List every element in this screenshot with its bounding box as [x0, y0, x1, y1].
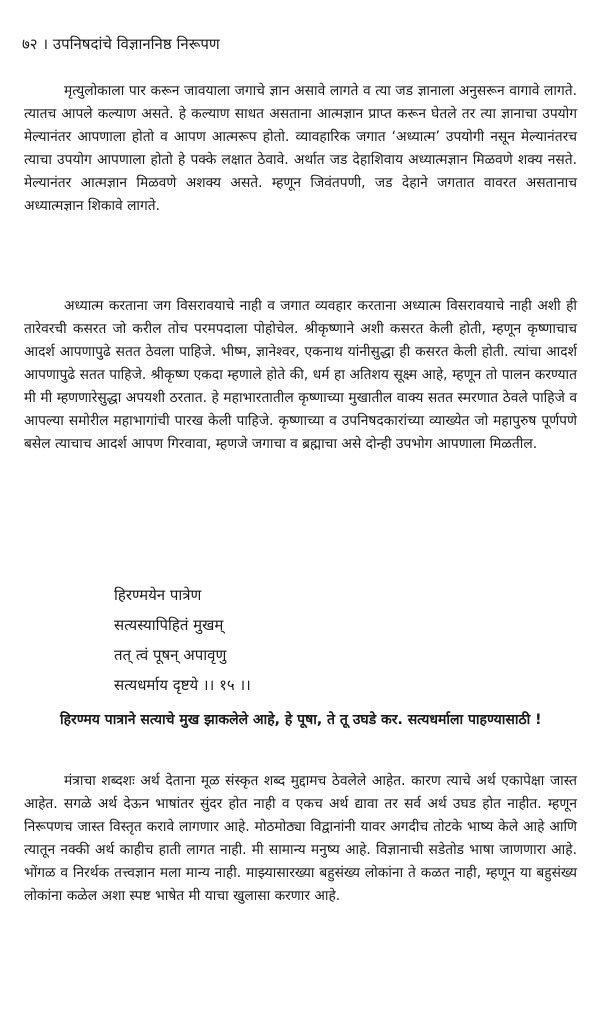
paragraph-1: मृत्युलोकाला पार करून जावयाला जगाचे ज्ञान असावे लागते व त्या जड ज्ञानाला अनुसरून वागावे लागते. त्यातच आपले कल्याण असते. हे कल्याण साधत असताना आत्मज्ञान प्राप्त करून घेतले तर त्या ज्ञानाचा उपयोग मेल्यानंतर आपणाला होतो व आपण आत्मरूप होतो. व्यावहारिक जगात ‘अध्यात्म’ उपयोगी नसून मेल्यानंतरच त्याचा उपयोग आपणाला होतो हे पक्के लक्षात ठेवावे. अर्थात जड देहाशिवाय अध्यात्मज्ञान मिळवणे शक्य नसते. मेल्यानंतर आत्मज्ञान मिळवणे अशक्य असते. म्हणून जिवंतपणी, जड देहाने जगतात वावरत असतानाच अध्यात्मज्ञान शिकावे लागते. — [24, 83, 577, 214]
page-number: ७२ — [22, 35, 38, 53]
verse-line: हिरण्मयेन पात्रेण — [114, 586, 202, 604]
header-separator: । — [42, 35, 49, 53]
verse-line: सत्यस्यापिहितं मुखम् — [114, 616, 224, 634]
verse-translation: हिरण्मय पात्राने सत्याचे मुख झाकलेले आहे, हे पूषा, ते तू उघडे कर. सत्यधर्माला पाहण्यासाठी ! — [60, 712, 542, 728]
sanskrit-verse — [114, 580, 251, 700]
verse-line: सत्यधर्माय दृष्टये ।। १५ ।। — [114, 676, 251, 694]
page-header — [22, 34, 220, 54]
verse-line: तत् त्वं पूषन् अपावृणु — [114, 646, 227, 664]
running-title: उपनिषदांचे विज्ञाननिष्ठ निरूपण — [52, 35, 220, 53]
paragraph-2: अध्यात्म करताना जग विसरावयाचे नाही व जगात व्यवहार करताना अध्यात्म विसरावयाचे नाही अशी ही तारेवरची कसरत जो करील तोच परमपदाला पोहोचेल. श्रीकृष्णाने अशी कसरत केली होती, म्हणून कृष्णाचाच आदर्श आपणापुढे सतत ठेवला पाहिजे. भीष्म, ज्ञानेश्वर, एकनाथ यांनीसुद्धा ही कसरत केली होती. त्यांचा आदर्श आपणापुढे सतत पाहिजे. श्रीकृष्ण एकदा म्हणाले होते की, धर्म हा अतिशय सूक्ष्म आहे, म्हणून तो पालन करण्यात मी मी म्हणणारेसुद्धा अपयशी ठरतात. हे महाभारतातील कृष्णाच्या मुखातील वाक्य सतत स्मरणात ठेवले पाहिजे व आपल्या समोरील महाभागांची पारख केली पाहिजे. कृष्णाच्या व उपनिषदकारांच्या व्याख्येत जो महापुरुष पूर्णपणे बसेल त्याचाच आदर्श आपण गिरवावा, म्हणजे जगाचा व ब्रह्माचा असे दोन्ही उपभोग आपणाला मिळतील. — [24, 298, 577, 452]
paragraph-3: मंत्राचा शब्दशः अर्थ देताना मूळ संस्कृत शब्द मुद्दामच ठेवलेले आहेत. कारण त्याचे अर्थ एकापेक्षा जास्त आहेत. सगळे अर्थ देऊन भाषांतर सुंदर होत नाही व एकच अर्थ द्यावा तर सर्व अर्थ उघड होत नाहीत. म्हणून निरूपणच जास्त विस्तृत करावे लागणार आहे. मोठमोठ्या विद्वानांनी यावर अगदीच तोटके भाष्य केले आहे आणि त्यातून नक्की अर्थ काहीच हाती लागत नाही. मी सामान्य मनुष्य आहे. विज्ञानाची सडेतोड भाषा जाणणारा आहे. भोंगळ व निरर्थक तत्त्वज्ञान मला मान्य नाही. माझ्यासारख्या बहुसंख्य लोकांना ते कळत नाही, म्हणून या बहुसंख्य लोकांना कळेल अशा स्पष्ट भाषेत मी याचा खुलासा करणार आहे. — [24, 773, 577, 904]
